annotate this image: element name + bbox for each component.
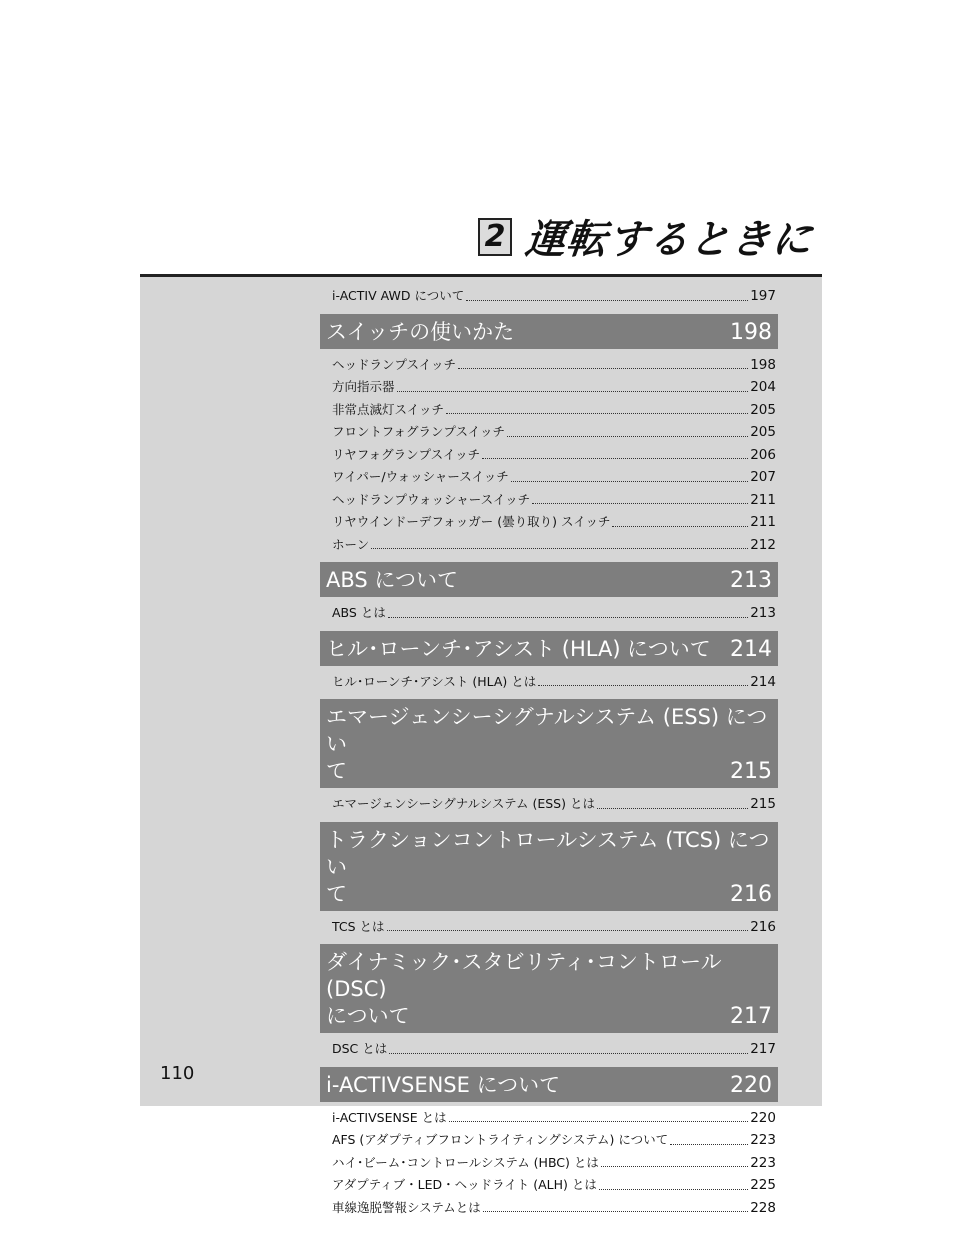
- toc-entry[interactable]: 非常点滅灯スイッチ 205: [332, 401, 776, 418]
- toc-entry[interactable]: 車線逸脱警報システムとは 228: [332, 1199, 776, 1216]
- page-number: 110: [160, 1063, 195, 1084]
- section-heading-ess[interactable]: エマージェンシーシグナルシステム (ESS) につい て 215: [320, 699, 778, 788]
- toc-entry[interactable]: アダプティブ・LED・ヘッドライト (ALH) とは 225: [332, 1177, 776, 1193]
- toc-entry[interactable]: TCS とは 216: [332, 918, 776, 935]
- toc-entry[interactable]: ワイパー/ウォッシャースイッチ 207: [332, 469, 776, 485]
- section-heading-abs[interactable]: ABS について 213: [320, 562, 778, 597]
- section-heading-tcs[interactable]: トラクションコントロールシステム (TCS) につい て 216: [320, 822, 778, 911]
- toc-entry[interactable]: ヒル･ローンチ･アシスト (HLA) とは 214: [332, 673, 776, 690]
- toc-entry[interactable]: ABS とは 213: [332, 605, 776, 621]
- section-heading-i-activsense[interactable]: i-ACTIVSENSE について 220: [320, 1067, 778, 1102]
- toc-entry[interactable]: ヘッドランプスイッチ 198: [332, 356, 776, 373]
- toc-entry[interactable]: リヤウインドーデフォッガー (曇り取り) スイッチ 211: [332, 514, 776, 530]
- section-heading-hla[interactable]: ヒル･ローンチ･アシスト (HLA) について 214: [320, 631, 778, 666]
- toc-entry[interactable]: 方向指示器 204: [332, 379, 776, 395]
- toc-entry[interactable]: フロントフォグランプスイッチ 205: [332, 424, 776, 440]
- section-heading-switches[interactable]: スイッチの使いかた 198: [320, 314, 778, 349]
- toc-entry[interactable]: リヤフォグランプスイッチ 206: [332, 446, 776, 463]
- chapter-title: 運転するときに: [523, 217, 816, 263]
- toc-entry[interactable]: ヘッドランプウォッシャースイッチ 211: [332, 491, 776, 508]
- toc-entry[interactable]: ハイ･ビーム･コントロールシステム (HBC) とは 223: [332, 1154, 776, 1171]
- table-of-contents: [320, 285, 778, 1219]
- toc-entry-i-activ-awd[interactable]: i-ACTIV AWD について 197: [332, 288, 776, 304]
- toc-entry[interactable]: AFS (アダプティブフロントライティングシステム) について 223: [332, 1132, 776, 1148]
- toc-entry[interactable]: ホーン 212: [332, 536, 776, 553]
- chapter-heading: [478, 208, 816, 265]
- chapter-number-box: 2: [478, 218, 512, 256]
- toc-entry[interactable]: DSC とは 217: [332, 1041, 776, 1057]
- toc-entry[interactable]: i-ACTIVSENSE とは 220: [332, 1109, 776, 1126]
- toc-entry[interactable]: エマージェンシーシグナルシステム (ESS) とは 215: [332, 796, 776, 812]
- section-heading-dsc[interactable]: ダイナミック･スタビリティ･コントロール (DSC) について 217: [320, 944, 778, 1033]
